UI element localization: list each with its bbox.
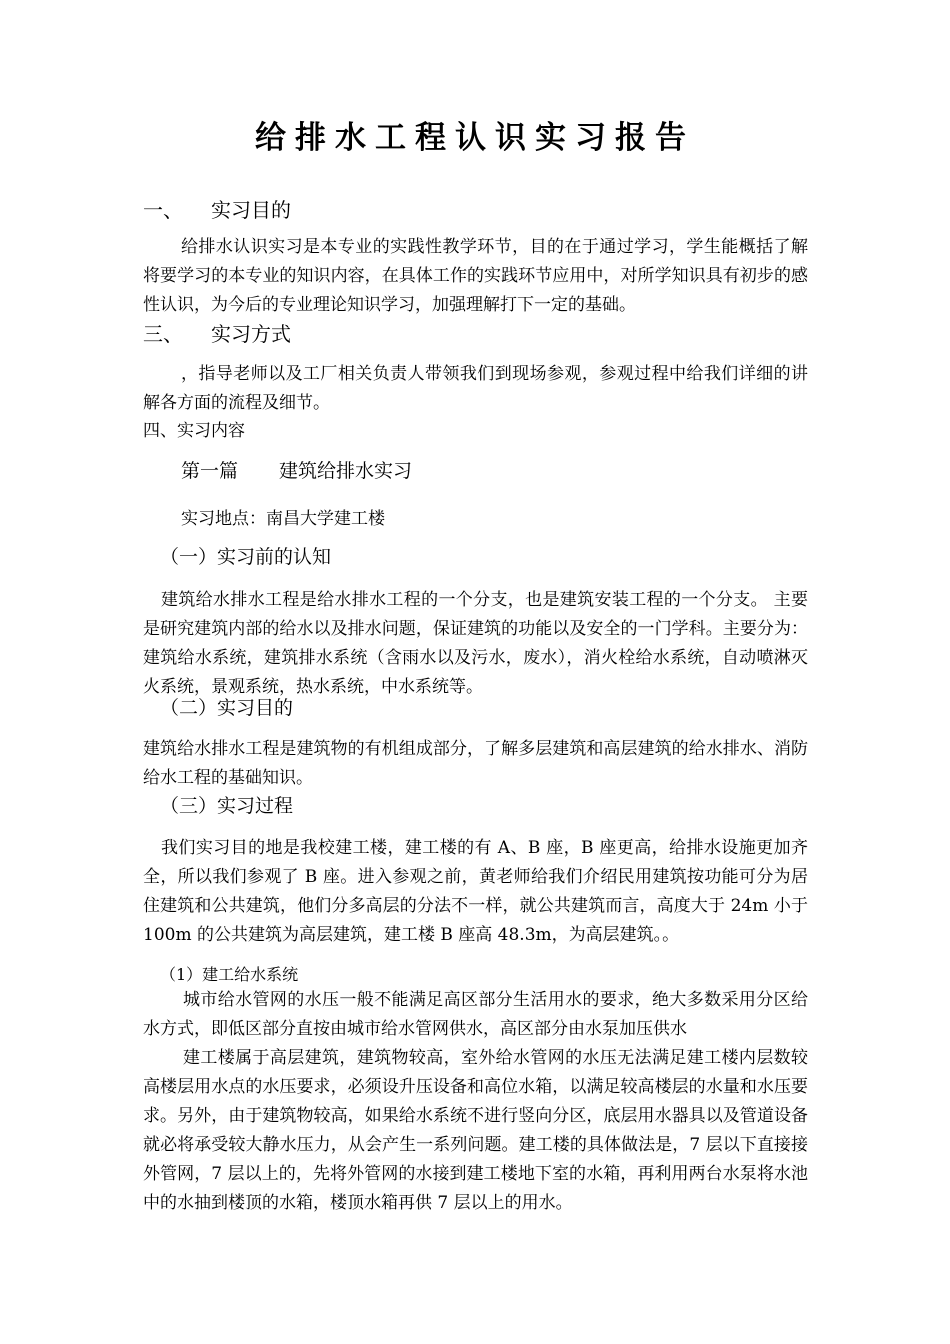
paragraph-cognition: 建筑给水排水工程是给水排水工程的一个分支，也是建筑安装工程的一个分支。 主要是研究建筑内部的给水以及排水问题，保证建筑的功能以及安全的一门学科。主要分为：建筑给水系统，建筑排水系统（含雨水以及污水，废水），消火栓给水系统，自动喷淋灭火系统，景观系统，热水系统，中水系统等。 bbox=[143, 590, 808, 697]
section-number: 三、 bbox=[143, 322, 183, 346]
document-title: 给排水工程认识实习报告 bbox=[255, 120, 695, 156]
part-label: 建筑给排水实习 bbox=[279, 460, 413, 482]
subsection-heading-cognition: （一）实习前的认知 bbox=[160, 546, 332, 568]
section-label: 实习目的 bbox=[211, 198, 291, 222]
section-label: 实习方式 bbox=[211, 322, 291, 346]
paragraph-process: 我们实习目的地是我校建工楼，建工楼的有 A、B 座，B 座更高，给排水设施更加齐全，所以我们参观了 B 座。进入参观之前，黄老师给我们介绍民用建筑按功能可分为居住建筑和公共建筑，他们分多高层的分法不一样，就公共建筑而言，高度大于 24m 小于 100m 的公共建筑为高层建筑，建工楼 B 座高 48.3m，为高层建筑。。 bbox=[143, 838, 808, 945]
section-heading-purpose bbox=[143, 196, 808, 225]
paragraph-city-supply: 城市给水管网的水压一般不能满足高区部分生活用水的要求，绝大多数采用分区给水方式，即低区部分直按由城市给水管网供水，高区部分由水泵加压供水 bbox=[143, 990, 808, 1039]
section-number: 一、 bbox=[143, 198, 183, 222]
paragraph-method: ，指导老师以及工厂相关负责人带领我们到现场参观，参观过程中给我们详细的讲解各方面的流程及细节。 bbox=[143, 364, 808, 413]
subsection-heading-process: （三）实习过程 bbox=[160, 795, 294, 817]
paragraph-building-supply: 建工楼属于高层建筑，建筑物较高，室外给水管网的水压无法满足建工楼内层数较高楼层用水点的水压要求，必须设升压设备和高位水箱，以满足较高楼层的水量和水压要求。另外，由于建筑物较高，如果给水系统不进行竖向分区，底层用水器具以及管道设备就必将承受较大静水压力，从会产生一系列问题。建工楼的具体做法是，7 层以下直接接外管网，7 层以上的，先将外管网的水接到建工楼地下室的水箱，再利用两台水泵将水池中的水抽到楼顶的水箱，楼顶水箱再供 7 层以上的用水。 bbox=[143, 1048, 808, 1213]
paragraph-purpose: 给排水认识实习是本专业的实践性教学环节，目的在于通过学习，学生能概括了解将要学习的本专业的知识内容，在具体工作的实践环节应用中，对所学知识具有初步的感性认识，为今后的专业理论知识学习，加强理解打下一定的基础。 bbox=[143, 237, 808, 315]
part-heading bbox=[181, 457, 741, 486]
part-number: 第一篇 bbox=[181, 460, 239, 482]
subsection-heading-purpose: （二）实习目的 bbox=[160, 697, 294, 719]
section-heading-content: 四、实习内容 bbox=[143, 421, 245, 441]
section-heading-method bbox=[143, 320, 808, 349]
location-line: 实习地点：南昌大学建工楼 bbox=[181, 509, 385, 529]
paragraph-sub-purpose: 建筑给水排水工程是建筑物的有机组成部分，了解多层建筑和高层建筑的给水排水、消防给水工程的基础知识。 bbox=[143, 739, 808, 788]
list-item-water-supply: （1）建工给水系统 bbox=[160, 965, 299, 984]
